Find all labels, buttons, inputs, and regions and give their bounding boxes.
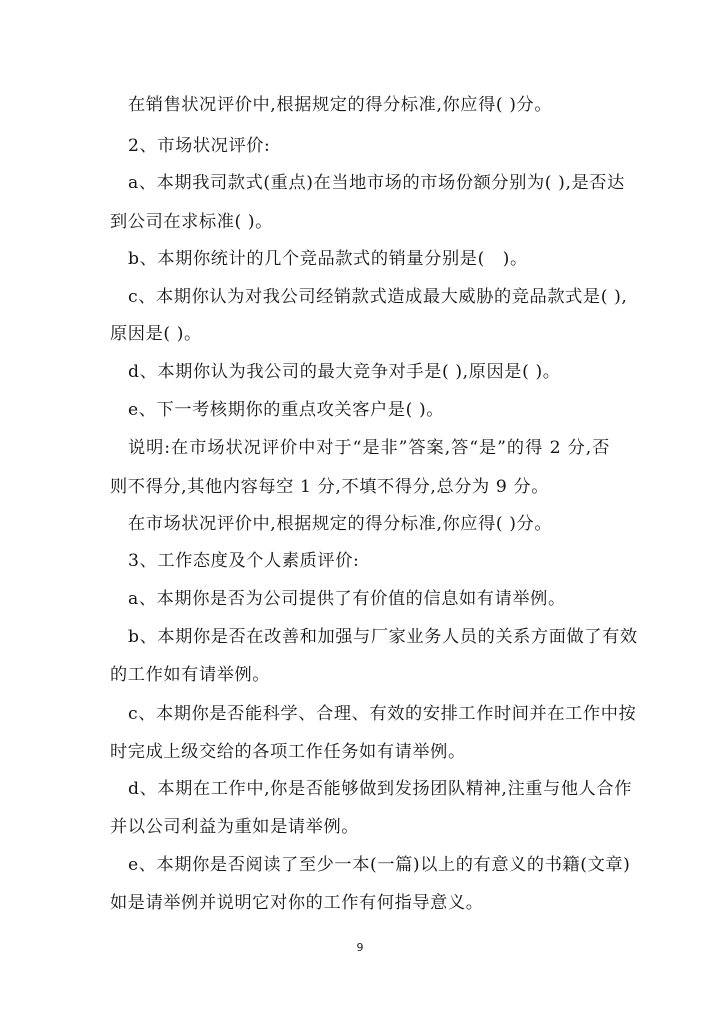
section-2-heading: 2、市场状况评价: [128, 136, 271, 156]
item-3b-line-1: b、本期你是否在改善和加强与厂家业务人员的关系方面做了有效 [128, 627, 638, 647]
market-score-line: 在市场状况评价中,根据规定的得分标准,你应得( )分。 [128, 514, 553, 534]
item-2a-line-1: a、本期我司款式(重点)在当地市场的市场份额分别为( ),是否达 [128, 173, 625, 193]
item-3c-line-1: c、本期你是否能科学、合理、有效的安排工作时间并在工作中按 [128, 704, 637, 724]
item-3a: a、本期你是否为公司提供了有价值的信息如有请举例。 [128, 589, 566, 609]
scoring-note-line-1: 说明:在市场状况评价中对于“是非”答案,答“是”的得 2 分,否 [128, 438, 610, 458]
item-2e: e、下一考核期你的重点攻关客户是( )。 [128, 400, 445, 420]
item-3e-line-1: e、本期你是否阅读了至少一本(一篇)以上的有意义的书籍(文章) [128, 855, 631, 875]
item-2b: b、本期你统计的几个竞品款式的销量分别是( )。 [128, 249, 528, 269]
page-number: 9 [356, 941, 364, 954]
item-2d: d、本期你认为我公司的最大竞争对手是( ),原因是( )。 [128, 362, 561, 382]
section-3-heading: 3、工作态度及个人素质评价: [128, 551, 360, 571]
item-3b-line-2: 的工作如有请举例。 [110, 665, 271, 685]
item-3d-line-1: d、本期在工作中,你是否能够做到发扬团队精神,注重与他人合作 [128, 779, 632, 799]
item-2c-line-2: 原因是( )。 [110, 324, 202, 344]
item-2a-line-2: 到公司在求标准( )。 [110, 212, 273, 232]
item-2c-line-1: c、本期你认为对我公司经销款式造成最大威胁的竞品款式是( ), [128, 287, 628, 307]
item-3c-line-2: 时完成上级交给的各项工作任务如有请举例。 [110, 742, 466, 762]
item-3d-line-2: 并以公司利益为重如是请举例。 [110, 817, 360, 837]
sales-score-line: 在销售状况评价中,根据规定的得分标准,你应得( )分。 [128, 95, 553, 115]
scoring-note-line-2: 则不得分,其他内容每空 1 分,不填不得分,总分为 9 分。 [110, 477, 550, 497]
item-3e-line-2: 如是请举例并说明它对你的工作有何指导意义。 [110, 893, 484, 913]
